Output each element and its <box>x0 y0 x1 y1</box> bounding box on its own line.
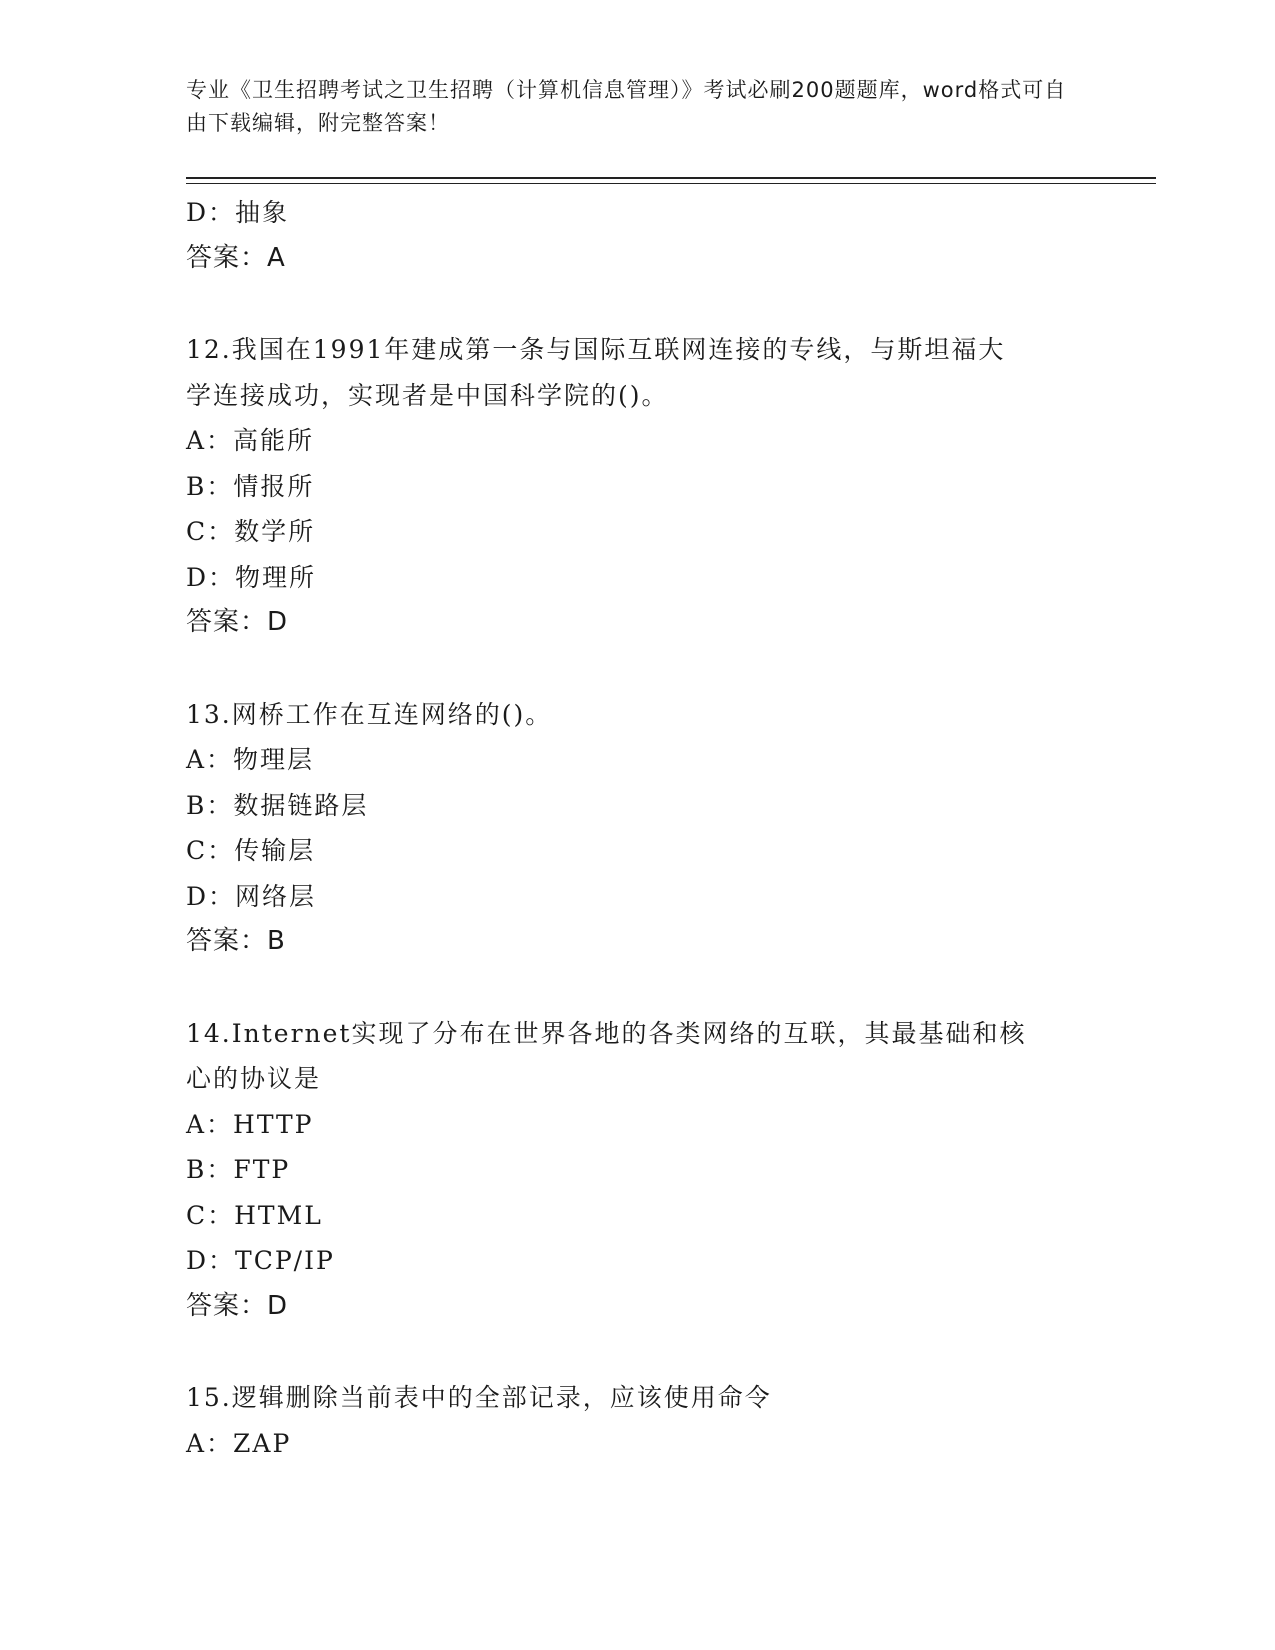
question-list <box>186 190 1086 1466</box>
question-14 <box>186 1011 1086 1330</box>
option-d: D：网络层 <box>186 881 317 911</box>
answer-line: 答案：B <box>186 926 286 956</box>
question-stem: 15.逻辑删除当前表中的全部记录，应该使用命令 <box>186 1383 772 1412</box>
option-a: A：物理层 <box>186 745 315 774</box>
question-stem: 12.我国在1991年建成第一条与国际互联网连接的专线，与斯坦福大学连接成功，实现者是中国科学院的()。 <box>186 335 1006 410</box>
question-stem: 13.网桥工作在互连网络的()。 <box>186 699 553 729</box>
option-c: C：传输层 <box>186 836 316 865</box>
option-d: D：TCP/IP <box>186 1246 335 1275</box>
option-b: B：FTP <box>186 1155 291 1184</box>
option-a: A：ZAP <box>186 1428 292 1458</box>
option-c: C：数学所 <box>186 517 316 546</box>
option-a: A：高能所 <box>186 426 315 455</box>
question-12 <box>186 327 1086 646</box>
question-15 <box>186 1375 1086 1466</box>
option-b: B：情报所 <box>186 471 315 501</box>
option-d: D：物理所 <box>186 562 317 592</box>
option-a: A：HTTP <box>186 1109 314 1139</box>
option-d: D：抽象 <box>186 198 290 227</box>
answer-line: 答案：A <box>186 242 286 273</box>
question-13 <box>186 692 1086 965</box>
header-divider-thin <box>186 183 1156 184</box>
question-stem: 14.Internet实现了分布在世界各地的各类网络的互联，其最基础和核心的协议是 <box>186 1018 1027 1093</box>
answer-line: 答案：D <box>186 1290 289 1321</box>
header-divider-thick <box>186 177 1156 179</box>
answer-line: 答案：D <box>186 607 289 637</box>
option-c: C：HTML <box>186 1200 323 1230</box>
document-header: 专业《卫生招聘考试之卫生招聘（计算机信息管理）》考试必刷200题题库，word格式可自由下载编辑，附完整答案！ <box>186 78 1067 135</box>
option-b: B：数据链路层 <box>186 790 369 820</box>
